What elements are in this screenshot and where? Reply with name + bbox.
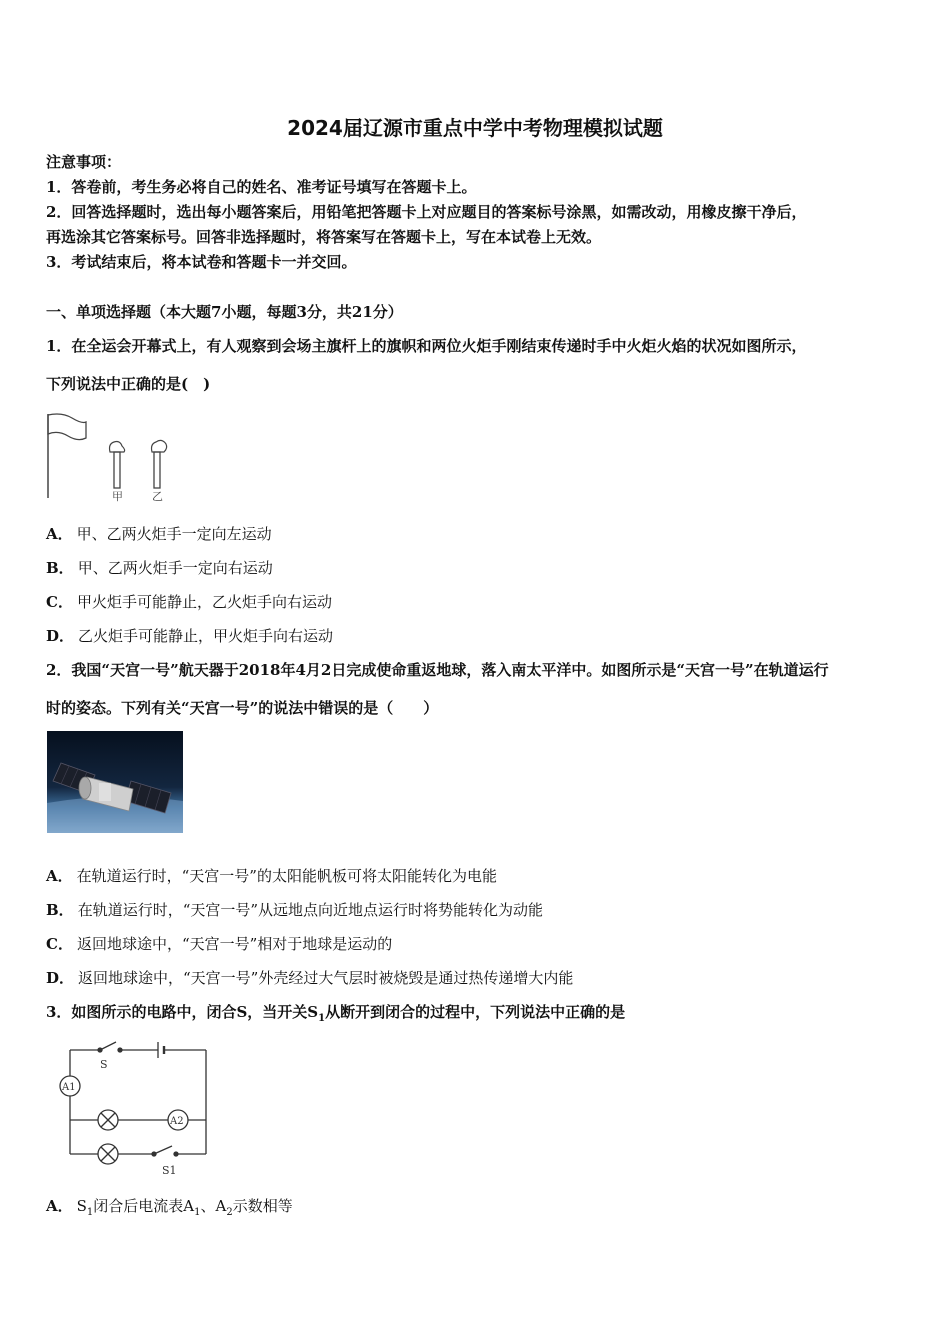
label-s1: S1 [162,1164,177,1177]
question-2-stem: 2．我国“天宫一号”航天器于2018年4月2日完成使命重返地球，落入南太平洋中。如图所示是“天宫一号”在轨道运行 [46,661,829,679]
circuit-diagram [50,1036,215,1181]
notice-item: 再选涂其它答案标号。回答非选择题时，将答案写在答题卡上，写在本试卷上无效。 [46,228,602,246]
question-3-stem: 3．如图所示的电路中，闭合S，当开关$S_1$从断开到闭合的过程中，下列说法中正确的是 [46,1003,626,1024]
q1-option-a: A． 甲、乙两火炬手一定向左运动 [46,525,272,543]
q2-option-c: C． 返回地球途中，“天宫一号”相对于地球是运动的 [46,935,393,953]
notice-heading: 注意事项： [46,153,122,171]
q2-option-b: B． 在轨道运行时，“天宫一号”从远地点向近地点运行时将势能转化为动能 [46,901,544,919]
question-1-stem: 1．在全运会开幕式上，有人观察到会场主旗杆上的旗帜和两位火炬手刚结束传递时手中火炬火焰的状况如图所示， [46,337,807,355]
section-heading: 一、单项选择题（本大题7小题，每题3分，共21分） [46,303,403,321]
flag-torch-figure [42,410,182,505]
flag [48,414,86,440]
q1-option-c: C． 甲火炬手可能静止，乙火炬手向右运动 [46,593,332,611]
torch-jia [114,452,120,488]
notice-item: 1．答卷前，考生务必将自己的姓名、准考证号填写在答题卡上。 [46,178,477,196]
q2-option-a: A． 在轨道运行时，“天宫一号”的太阳能帆板可将太阳能转化为电能 [46,867,497,885]
notice-item: 3．考试结束后，将本试卷和答题卡一并交回。 [46,253,357,271]
notice-item: 2．回答选择题时，选出每小题答案后，用铅笔把答题卡上对应题目的答案标号涂黑，如需改动，用橡皮擦干净后， [46,203,807,221]
label-a1: A1 [62,1082,76,1093]
q1-option-b: B． 甲、乙两火炬手一定向右运动 [46,559,273,577]
flame-jia [110,442,125,453]
tiangong-photo [47,731,183,833]
label-a2: A2 [170,1116,184,1127]
flame-yi [152,440,167,452]
question-2-stem-cont: 时的姿态。下列有关“天宫一号”的说法中错误的是（ ） [46,699,439,717]
label-s: S [100,1058,108,1071]
label-jia: 甲 [112,490,123,503]
q3-option-a: A． $S_1$闭合后电流表$A_1$、$A_2$示数相等 [46,1197,293,1218]
torch-yi [154,452,160,488]
page-title: 2024届辽源市重点中学中考物理模拟试题 [287,116,663,140]
label-yi: 乙 [152,490,163,503]
q2-option-d: D． 返回地球途中，“天宫一号”外壳经过大气层时被烧毁是通过热传递增大内能 [46,969,574,987]
question-1-stem-cont: 下列说法中正确的是( ) [46,375,211,393]
q1-option-d: D． 乙火炬手可能静止，甲火炬手向右运动 [46,627,334,645]
